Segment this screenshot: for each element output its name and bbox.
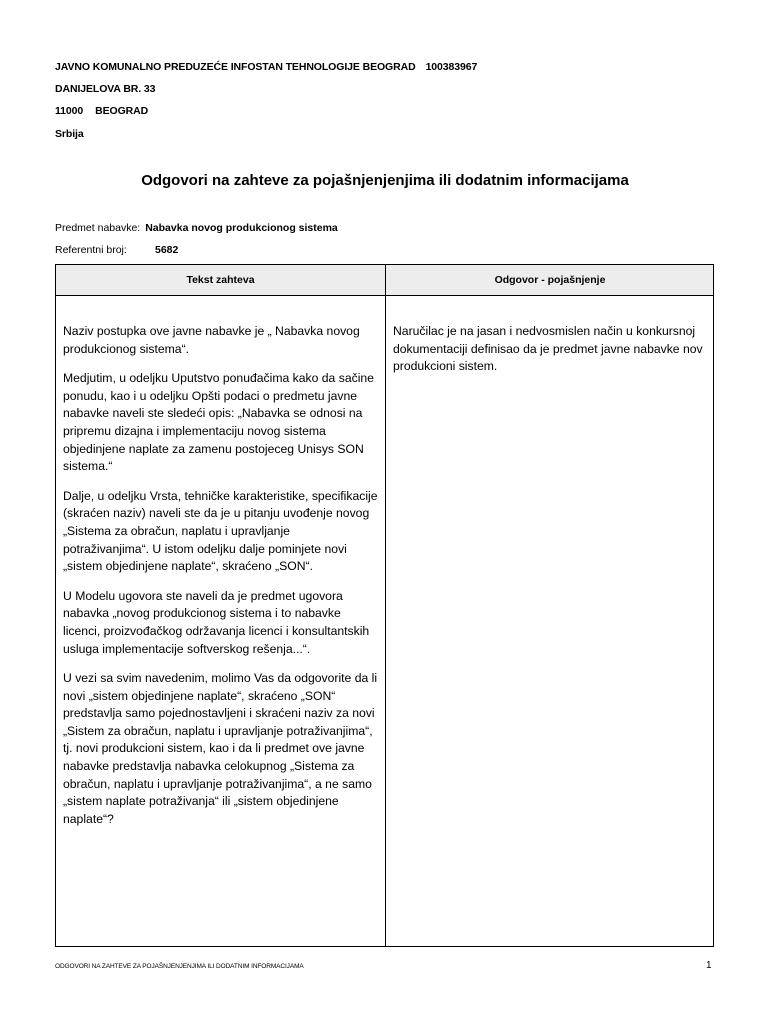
answer-paragraph: Naručilac je na jasan i nedvosmislen način u konkursnoj dokumentaciji definisao da je predmet javne nabavke nov produkcioni sistem. [393, 324, 703, 374]
reference-label: Referentni broj: [55, 244, 127, 256]
request-paragraph: U Modelu ugovora ste naveli da je predmet ugovora nabavka „novog produkcionog sistema i to nabavke licenci, proizvođačkog održavanja licenci i konsultantskih usluga implementacije softverskog rešenja...“. [63, 588, 370, 656]
subject-line [55, 222, 338, 234]
request-paragraph: Dalje, u odeljku Vrsta, tehničke karakteristike, specifikacije (skraćen naziv) naveli ste da je u pitanju uvođenje novog „Sistema za obračun, naplatu i upravljanje potraživanjima“. U istom odeljku dalje pominjete novi „sistem objedinjene naplate“, skraćeno „SON“. [63, 488, 378, 574]
organization-name: JAVNO KOMUNALNO PREDUZEĆE INFOSTAN TEHNOLOGIJE BEOGRAD [55, 61, 416, 73]
answer-text-cell [393, 323, 711, 376]
column-header-request: Tekst zahteva [186, 274, 255, 286]
organization-name-line [55, 61, 477, 73]
reference-value: 5682 [155, 244, 179, 256]
footer-title: ODGOVORI NA ZAHTEVE ZA POJAŠNJENJENJIMA ILI DODATNIM INFORMACIJAMA [55, 963, 304, 970]
organization-country: Srbija [55, 128, 84, 140]
request-paragraph: Medjutim, u odeljku Uputstvo ponuđačima kako da sačine ponudu, kao i u odeljku Opšti podaci o predmetu javne nabavke naveli ste sledeći opis: „Nabavka se odnosi na pripremu dizajna i implementaciju novog sistema objedinjene naplate za zamenu postojeceg Unisys SON sistema.“ [63, 371, 374, 474]
organization-address: DANIJELOVA BR. 33 [55, 83, 156, 95]
reference-line [55, 244, 178, 256]
qa-table [55, 264, 714, 947]
request-paragraph: U vezi sa svim navedenim, molimo Vas da odgovorite da li novi „sistem objedinjene naplate“, skraćeno „SON“ predstavlja samo pojednostavljeni i skraćeni naziv za novi „Sistem za obračun, naplatu i upravljanje potraživanjima“, tj. novi produkcioni sistem, kao i da li predmet ove javne nabavke predstavlja nabavka celokupnog „Sistema za obračun, naplatu i upravljanje potraživanjima“, a ne samo „sistem naplate potraživanja“ ili „sistem objedinjene naplate“? [63, 671, 378, 826]
request-paragraph: Naziv postupka ove javne nabavke je „ Nabavka novog produkcionog sistema“. [63, 324, 360, 356]
page-number: 1 [706, 960, 712, 971]
organization-id: 100383967 [425, 61, 478, 73]
document-title: Odgovori na zahteve za pojašnjenjenjima ili dodatnim informacijama [141, 172, 629, 189]
request-text-cell [63, 323, 378, 840]
column-header-answer: Odgovor - pojašnjenje [494, 274, 606, 286]
subject-value: Nabavka novog produkcionog sistema [145, 222, 338, 234]
postal-code: 11000 [55, 105, 84, 117]
city: BEOGRAD [95, 105, 149, 117]
column-divider [385, 265, 386, 946]
subject-label: Predmet nabavke: [55, 222, 141, 234]
organization-city-line [55, 105, 148, 117]
